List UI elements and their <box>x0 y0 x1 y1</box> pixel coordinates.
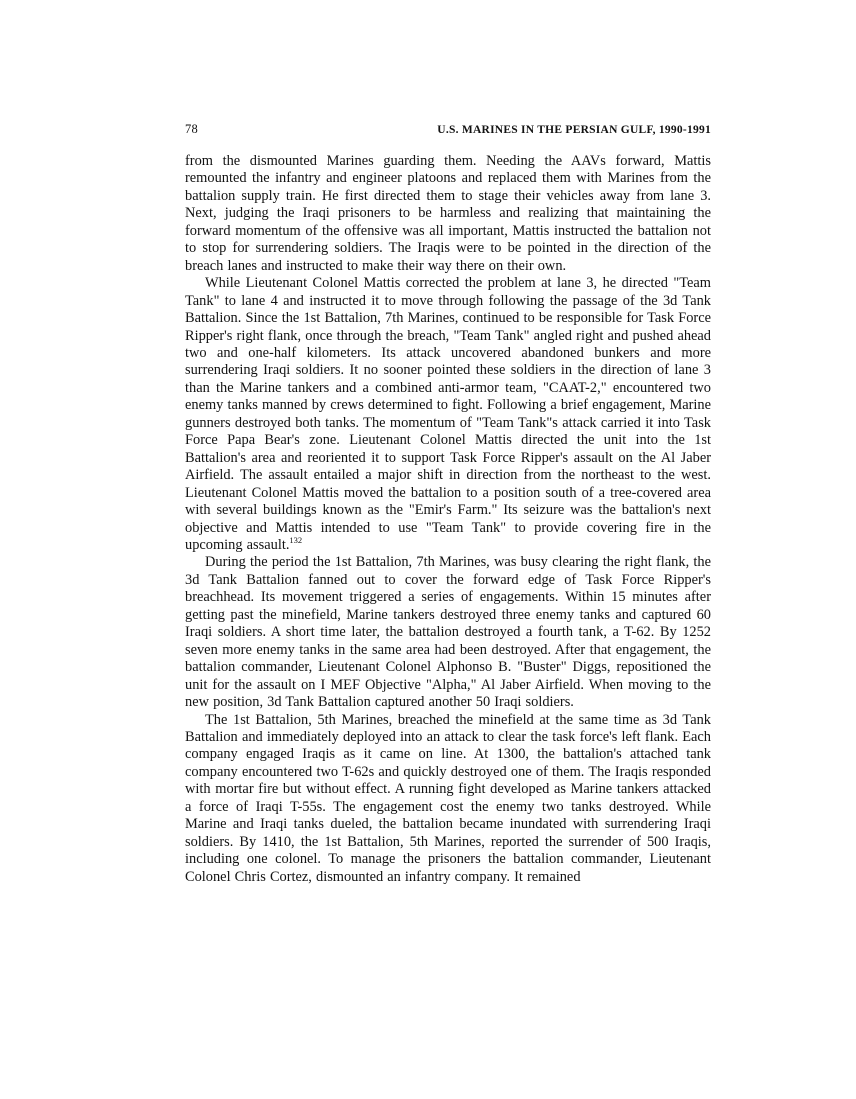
paragraph: from the dismounted Marines guarding them. Needing the AAVs forward, Mattis remounted the infantry and engineer platoons and replaced them with Marines from the battalion supply train. He first directed them to stage their vehicles away from lane 3. Next, judging the Iraqi prisoners to be harmless and realizing that maintaining the forward momentum of the offensive was all important, Mattis instructed the battalion not to stop for surrendering soldiers. The Iraqis were to be pointed in the direction of the breach lanes and instructed to make their way there on their own. <box>185 153 711 274</box>
footnote-marker: 132 <box>289 535 303 546</box>
document-page <box>185 122 711 886</box>
paragraph: While Lieutenant Colonel Mattis corrected the problem at lane 3, he directed "Team Tank" to lane 4 and instructed it to move through following the passage of the 3d Tank Battalion. Since the 1st Battalion, 7th Marines, continued to be responsible for Task Force Ripper's right flank, once through the breach, "Team Tank" angled right and pushed ahead two and one-half kilometers. Its attack uncovered abandoned bunkers and more surrendering Iraqi soldiers. It no sooner pointed these soldiers in the direction of lane 3 than the Marine tankers and a combined anti-armor team, "CAAT-2," encountered two enemy tanks manned by crews determined to fight. Following a brief engagement, Marine gunners destroyed both tanks. The momentum of "Team Tank"s attack carried it into Task Force Papa Bear's zone. Lieutenant Colonel Mattis directed the unit into the 1st Battalion's area and reoriented it to support Task Force Ripper's assault on the Al Jaber Airfield. The assault entailed a major shift in direction from the northeast to the west. Lieutenant Colonel Mattis moved the battalion to a position south of a tree-covered area with several buildings known as the "Emir's Farm." Its seizure was the battalion's next objective and Mattis intended to use "Team Tank" to provide covering fire in the upcoming assault.$^{132}$ <box>185 275 711 553</box>
page-header <box>185 122 711 137</box>
page-number: 78 <box>185 122 199 136</box>
body-text <box>185 153 711 886</box>
paragraph: During the period the 1st Battalion, 7th Marines, was busy clearing the right flank, the 3d Tank Battalion fanned out to cover the forward edge of Task Force Ripper's breachhead. Its movement triggered a series of engagements. Within 15 minutes after getting past the minefield, Marine tankers destroyed three enemy tanks and captured 60 Iraqi soldiers. A short time later, the battalion destroyed a fourth tank, a T-62. By 1252 seven more enemy tanks in the same area had been destroyed. After that engagement, the battalion commander, Lieutenant Colonel Alphonso B. "Buster" Diggs, repositioned the unit for the assault on I MEF Objective "Alpha," Al Jaber Airfield. When moving to the new position, 3d Tank Battalion captured another 50 Iraqi soldiers. <box>185 554 711 711</box>
running-title: U.S. MARINES IN THE PERSIAN GULF, 1990-1991 <box>437 124 711 136</box>
paragraph: The 1st Battalion, 5th Marines, breached the minefield at the same time as 3d Tank Battalion and immediately deployed into an attack to clear the task force's left flank. Each company engaged Iraqis as it came on line. At 1300, the battalion's attached tank company encountered two T-62s and quickly destroyed one of them. The Iraqis responded with mortar fire but without effect. A running fight developed as Marine tankers attacked a force of Iraqi T-55s. The engagement cost the enemy two tanks destroyed. While Marine and Iraqi tanks dueled, the battalion became inundated with surrendering Iraqi soldiers. By 1410, the 1st Battalion, 5th Marines, reported the surrender of 500 Iraqis, including one colonel. To manage the prisoners the battalion commander, Lieutenant Colonel Chris Cortez, dismounted an infantry company. It remained <box>185 711 711 885</box>
